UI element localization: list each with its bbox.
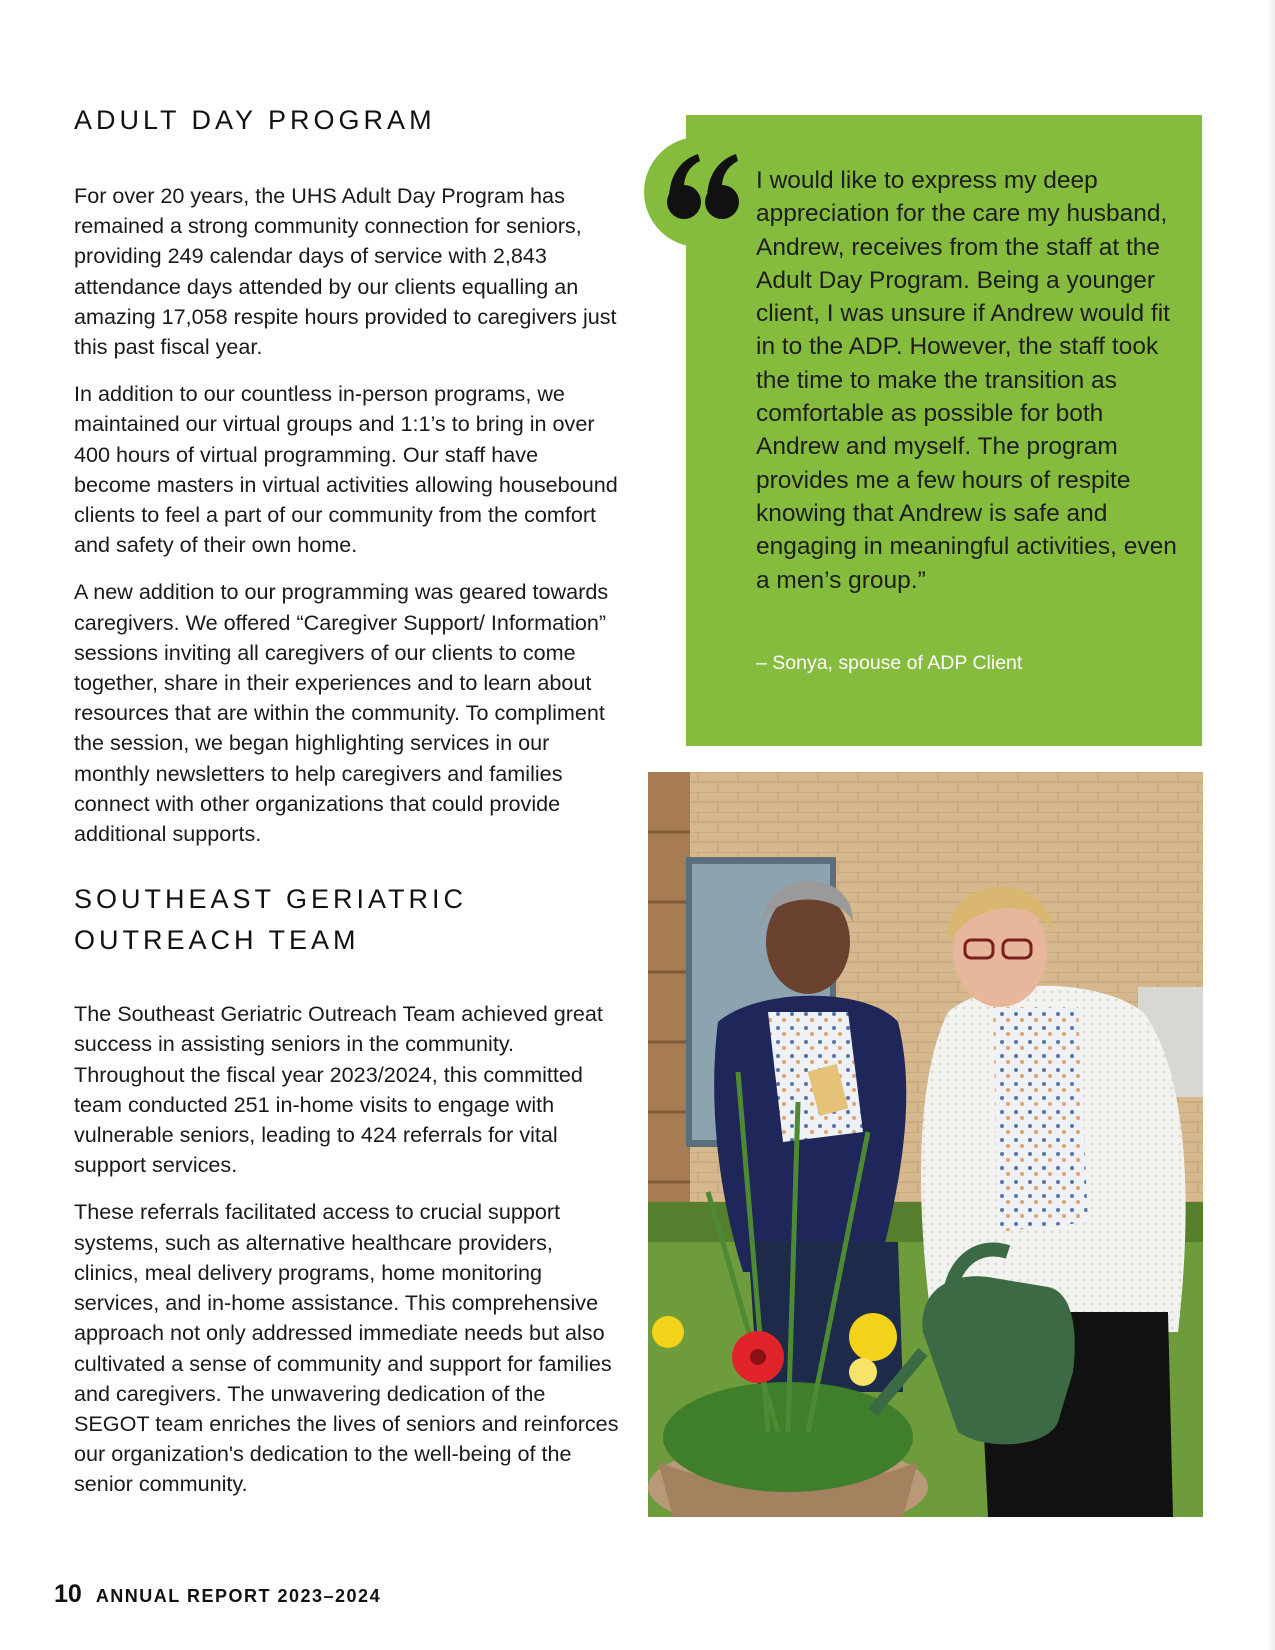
page-edge-shadow	[1267, 0, 1275, 1650]
adult-day-paragraph-2: In addition to our countless in-person programs, we maintained our virtual groups and 1:1’s to bring in over 400 hours of virtual programming. Our staff have become masters in virtual activities allowing housebound clients to feel a part of our community from the comfort and safety of their own home.	[74, 381, 618, 558]
segot-heading	[74, 879, 619, 961]
page-footer	[54, 1580, 381, 1614]
left-column	[74, 100, 619, 1500]
photo-two-women-gardening	[648, 772, 1203, 1517]
testimonial-text: I would like to express my deep appreciation for the care my husband, Andrew, receives from the staff at the Adult Day Program. Being a younger client, I was unsure if Andrew would fit in to the ADP. However, the staff took the time to make the transition as comfortable as possible for both Andrew and myself. The program provides me a few hours of respite knowing that Andrew is safe and engaging in meaningful activities, even a men’s group.”	[756, 167, 1177, 594]
adult-day-heading: ADULT DAY PROGRAM	[74, 105, 436, 135]
page-number: 10	[54, 1580, 82, 1608]
quote-icon	[666, 152, 742, 220]
segot-paragraph-2: These referrals facilitated access to crucial support systems, such as alternative healthcare providers, clinics, meal delivery programs, home monitoring services, and in-home assistance. This comprehensive approach not only addressed immediate needs but also cultivated a sense of community and support for families and caregivers. The unwavering dedication of the SEGOT team enriches the lives of seniors and reinforces our organization's dedication to the well-being of the senior community.	[74, 1199, 619, 1497]
testimonial-attribution: – Sonya, spouse of ADP Client	[756, 652, 1023, 674]
segot-heading-line-2: OUTREACH TEAM	[74, 925, 360, 956]
adult-day-paragraph-3: A new addition to our programming was geared towards caregivers. We offered “Caregiver Support/ Information” sessions inviting all caregivers of our clients to come together, share in their experiences and to learn about resources that are within the community. To compliment the session, we began highlighting services in our monthly newsletters to help caregivers and families connect with other organizations that could provide additional supports.	[74, 579, 609, 847]
segot-heading-line-1: SOUTHEAST GERIATRIC	[74, 884, 468, 915]
adult-day-paragraph-1: For over 20 years, the UHS Adult Day Program has remained a strong community connection for seniors, providing 249 calendar days of service with 2,843 attendance days attended by our clients equalling an amazing 17,058 respite hours provided to caregivers just this past fiscal year.	[74, 183, 617, 360]
segot-paragraph-1: The Southeast Geriatric Outreach Team achieved great success in assisting seniors in the community. Throughout the fiscal year 2023/2024, this committed team conducted 251 in-home visits to engage with vulnerable seniors, leading to 424 referrals for vital support services.	[74, 1001, 603, 1178]
footer-label: ANNUAL REPORT 2023–2024	[95, 1586, 382, 1606]
